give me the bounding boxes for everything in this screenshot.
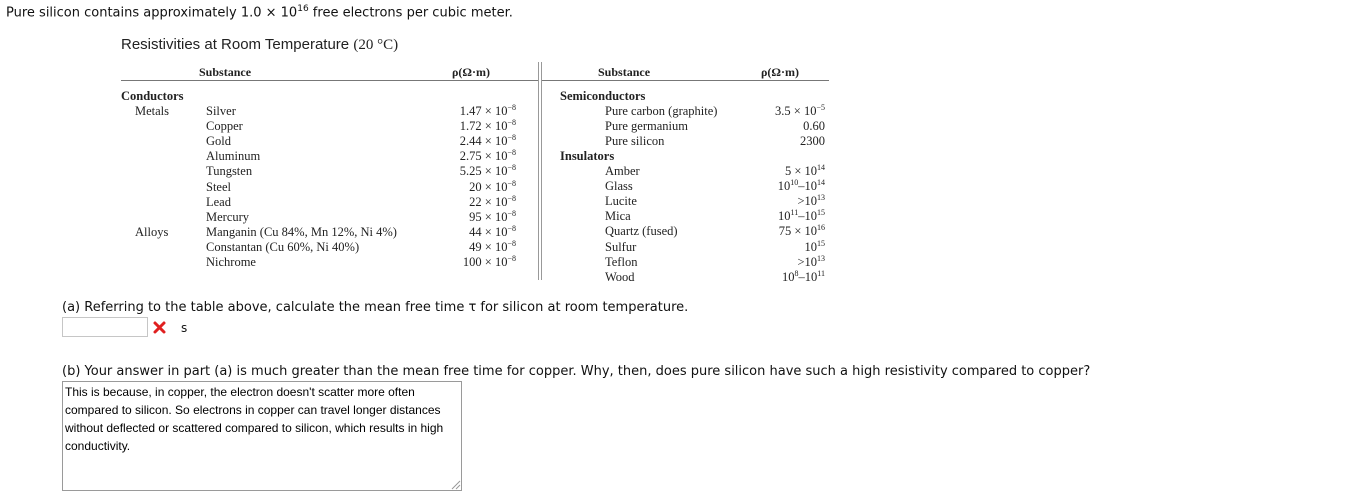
exponent: −8 [507, 163, 516, 173]
mantissa: 2.75 × 10 [459, 149, 508, 164]
conductor-resistivity [469, 195, 516, 210]
insulator-resistivity [779, 224, 825, 239]
exponent: −8 [507, 193, 516, 203]
conductor-resistivity [469, 210, 516, 225]
insulator-name: Teflon [605, 254, 638, 269]
insulator-name: Quartz (fused) [605, 224, 678, 239]
group-metals: Metals [135, 104, 170, 118]
conductor-resistivity [469, 240, 516, 255]
exponent: −5 [816, 103, 825, 112]
exponent: −8 [507, 178, 516, 188]
exponent: −8 [507, 103, 516, 112]
category-conductors: Conductors [121, 89, 184, 103]
exponent: 15 [817, 238, 825, 248]
insulator-resistivity [797, 194, 825, 209]
semiconductor-resistivity [775, 104, 825, 119]
semiconductor-resistivity [803, 119, 825, 134]
question-b: (b) Your answer in part (a) is much greater than the mean free time for copper. Why, then, does pure silicon have such a high resistivity compared to copper? [62, 364, 1091, 379]
insulator-resistivity [797, 255, 825, 270]
value-base: 3.5 × 10 [775, 104, 817, 118]
group-alloys: Alloys [135, 225, 169, 239]
exponent: −8 [507, 148, 516, 158]
value-base: 10 [782, 269, 795, 284]
mantissa: 5.25 × 10 [459, 164, 508, 179]
conductor-name: Gold [206, 134, 231, 149]
exponent: 11 [817, 268, 825, 278]
value-base: >10 [797, 194, 817, 209]
value-range: –10 [798, 179, 817, 194]
value-base: 10 [777, 179, 791, 194]
insulator-name: Wood [605, 269, 635, 284]
conductor-resistivity [460, 104, 516, 119]
exponent: 8 [794, 268, 799, 278]
unit-label: s [181, 321, 188, 335]
mantissa: 1.72 × 10 [459, 119, 508, 134]
mantissa: 95 × 10 [469, 209, 508, 224]
value-base: 10 [804, 239, 817, 254]
incorrect-x-icon [152, 320, 167, 335]
insulator-resistivity [778, 179, 825, 194]
insulator-resistivity [782, 270, 825, 285]
conductor-name: Constantan (Cu 60%, Ni 40%) [206, 239, 360, 254]
exponent: 14 [817, 163, 825, 172]
answer-b-textarea[interactable] [62, 381, 462, 491]
intro-text: Pure silicon contains approximately $1.0 \times 10^{16}$ free electrons per cubic meter. [6, 4, 513, 21]
answer-a-input[interactable] [62, 317, 148, 337]
insulator-name: Amber [605, 164, 640, 178]
exponent: 14 [817, 178, 825, 188]
conductor-name: Copper [206, 119, 243, 134]
value-base: 10 [778, 209, 791, 224]
header-substance: Substance [199, 65, 252, 79]
insulator-name: Lucite [605, 194, 637, 209]
value-range: –10 [798, 269, 818, 284]
conductor-resistivity [460, 149, 516, 164]
table-title: Resistivities at Room Temperature (20 °C) [121, 36, 399, 53]
header-rule [121, 80, 539, 81]
category-semiconductors: Semiconductors [560, 89, 646, 103]
mantissa: 49 × 10 [469, 239, 508, 254]
semiconductor-name: Pure silicon [605, 134, 665, 148]
value-base: 2300 [800, 134, 825, 148]
mantissa: 1.47 × 10 [459, 104, 508, 118]
insulator-name: Mica [605, 209, 631, 224]
semiconductor-name: Pure germanium [605, 119, 688, 133]
header-resistivity: ρ(Ω·m) [452, 65, 491, 79]
conductor-resistivity [460, 164, 516, 179]
exponent: 11 [790, 208, 799, 218]
conductor-resistivity [463, 255, 516, 270]
conductor-name: Tungsten [206, 164, 253, 179]
question-a: (a) Referring to the table above, calculate the mean free time τ for silicon at room temperature. [62, 300, 689, 315]
conductor-resistivity [469, 225, 516, 240]
insulator-name: Glass [605, 179, 633, 194]
conductor-name: Steel [206, 179, 231, 194]
conductor-resistivity [460, 134, 516, 149]
conductor-resistivity [469, 180, 516, 195]
conductor-name: Aluminum [206, 149, 261, 164]
conductor-name: Lead [206, 194, 231, 209]
insulator-resistivity [778, 209, 825, 224]
value-base: 0.60 [803, 119, 825, 133]
conductor-resistivity [460, 119, 516, 134]
header-rule [542, 80, 829, 81]
semiconductor-resistivity [800, 134, 825, 149]
exponent: −8 [507, 118, 516, 128]
mantissa: 2.44 × 10 [459, 134, 508, 149]
exponent: 13 [817, 193, 825, 203]
value-base: >10 [797, 254, 817, 269]
column-divider [538, 62, 539, 280]
semiconductor-name: Pure carbon (graphite) [605, 104, 718, 118]
conductor-name: Nichrome [206, 255, 256, 269]
exponent: −8 [507, 238, 516, 248]
exponent: 15 [817, 208, 825, 218]
exponent: −8 [507, 254, 516, 263]
insulator-name: Sulfur [605, 239, 637, 254]
exponent: −8 [507, 223, 516, 233]
conductor-name: Mercury [206, 209, 250, 224]
header-resistivity-2: ρ(Ω·m) [761, 65, 800, 79]
exponent: −8 [507, 133, 516, 143]
category-insulators: Insulators [560, 149, 615, 163]
value-range: –10 [798, 209, 817, 224]
mantissa: 20 × 10 [469, 179, 508, 194]
resize-grip-icon[interactable] [449, 478, 461, 490]
value-base: 75 × 10 [778, 224, 817, 239]
value-base: 5 × 10 [784, 164, 817, 178]
exponent: −8 [507, 208, 516, 218]
mantissa: 44 × 10 [469, 224, 508, 239]
column-divider [541, 62, 542, 280]
exponent: 13 [817, 253, 825, 263]
conductor-name: Manganin (Cu 84%, Mn 12%, Ni 4%) [206, 224, 397, 239]
exponent: 16 [817, 223, 825, 233]
mantissa: 100 × 10 [462, 255, 508, 269]
header-substance-2: Substance [598, 65, 651, 79]
conductor-name: Silver [206, 104, 236, 118]
insulator-resistivity [805, 240, 826, 255]
insulator-resistivity [785, 164, 825, 179]
exponent: 10 [790, 178, 799, 188]
mantissa: 22 × 10 [469, 194, 508, 209]
